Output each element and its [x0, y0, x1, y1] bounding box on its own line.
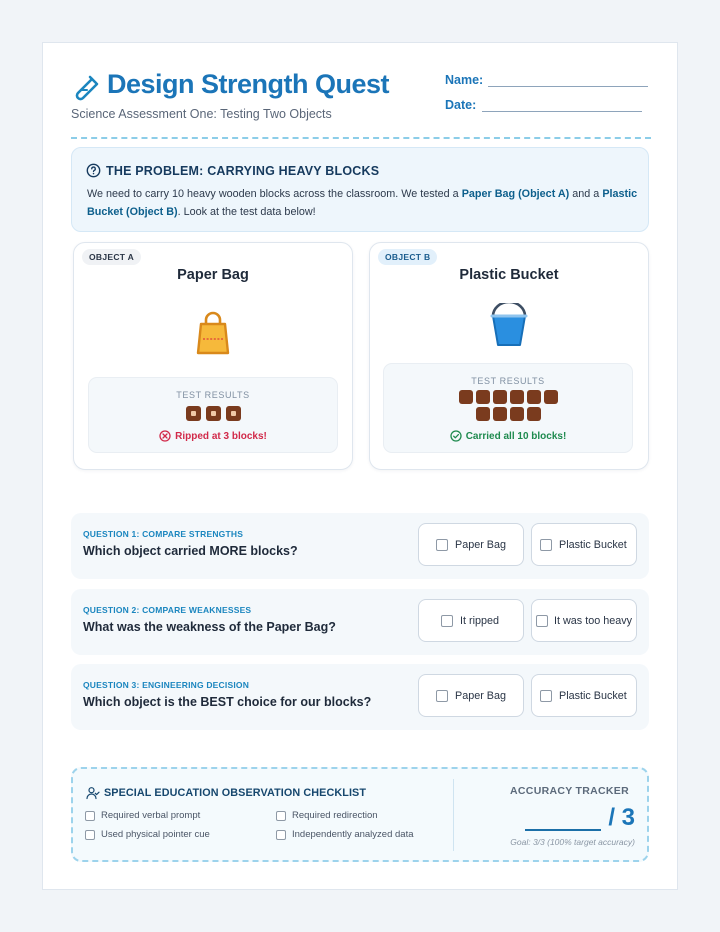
checklist-item[interactable]: Independently analyzed data [276, 829, 414, 840]
answer-option-too-heavy[interactable]: It was too heavy [531, 599, 637, 642]
page-subtitle: Science Assessment One: Testing Two Objects [71, 107, 332, 121]
wooden-block [459, 390, 473, 404]
question-text: What was the weakness of the Paper Bag? [83, 620, 336, 634]
bucket-icon [489, 303, 529, 351]
accuracy-tracker-label: ACCURACY TRACKER [510, 785, 629, 797]
results-label: TEST RESULTS [176, 390, 250, 400]
object-name: Plastic Bucket [459, 267, 559, 283]
question-1-card [71, 513, 649, 579]
help-circle-icon [86, 163, 101, 178]
object-tag: OBJECT B [378, 249, 437, 265]
checklist-item[interactable]: Required verbal prompt [85, 810, 200, 821]
answer-option-paper-bag[interactable]: Paper Bag [418, 523, 524, 566]
result-status [384, 430, 632, 442]
wooden-block [510, 390, 524, 404]
results-label: TEST RESULTS [471, 376, 545, 386]
object-a-card [73, 242, 353, 470]
wooden-block [527, 407, 541, 421]
result-status [89, 430, 337, 442]
accuracy-total: / 3 [608, 804, 635, 831]
wooden-block [476, 390, 490, 404]
wooden-block [493, 390, 507, 404]
wooden-block [527, 390, 541, 404]
test-tube-icon [71, 74, 99, 102]
wooden-block [544, 390, 558, 404]
worksheet [42, 42, 678, 890]
block-row [384, 390, 632, 421]
checklist-item[interactable]: Required redirection [276, 810, 378, 821]
checkbox[interactable] [276, 811, 286, 821]
accuracy-goal: Goal: 3/3 (100% target accuracy) [510, 837, 635, 847]
observation-checklist [71, 767, 649, 862]
answer-option-paper-bag[interactable]: Paper Bag [418, 674, 524, 717]
test-results-panel [383, 363, 633, 453]
paper-bag-icon [193, 309, 233, 357]
accuracy-score-blank[interactable] [525, 829, 601, 831]
checkbox[interactable] [540, 539, 552, 551]
result-text: Carried all 10 blocks! [465, 430, 567, 442]
page-title: Design Strength Quest [107, 69, 390, 99]
wooden-block [226, 406, 241, 421]
name-line [488, 86, 648, 87]
checkbox[interactable] [85, 830, 95, 840]
problem-description: We need to carry 10 heavy wooden blocks across the classroom. We tested a Paper Bag (Object A) and a Plastic Bucket (Object B). Look at the test data below! [87, 188, 638, 218]
question-text: Which object carried MORE blocks? [83, 544, 298, 558]
checkbox[interactable] [536, 615, 548, 627]
checkbox[interactable] [276, 830, 286, 840]
question-label: QUESTION 1: COMPARE STRENGTHS [83, 529, 244, 539]
checkbox[interactable] [436, 690, 448, 702]
block-row [89, 406, 337, 421]
checkbox[interactable] [436, 539, 448, 551]
object-b-reference: Plastic Bucket (Object B) [87, 188, 638, 218]
header [71, 69, 651, 139]
question-label: QUESTION 3: ENGINEERING DECISION [83, 680, 250, 690]
object-b-card [369, 242, 649, 470]
wooden-block [493, 407, 507, 421]
x-circle-icon [159, 430, 171, 442]
date-field[interactable] [445, 98, 476, 112]
wooden-block [206, 406, 221, 421]
checkbox[interactable] [441, 615, 453, 627]
check-circle-icon [450, 430, 462, 442]
wooden-block [186, 406, 201, 421]
answer-option-plastic-bucket[interactable]: Plastic Bucket [531, 523, 637, 566]
test-results-panel [88, 377, 338, 453]
problem-panel [71, 147, 649, 232]
header-divider [71, 137, 651, 139]
checklist-item[interactable]: Used physical pointer cue [85, 829, 210, 840]
checklist-divider [453, 779, 454, 851]
name-field[interactable] [445, 73, 483, 87]
question-label: QUESTION 2: COMPARE WEAKNESSES [83, 605, 252, 615]
checklist-title: SPECIAL EDUCATION OBSERVATION CHECKLIST [104, 787, 367, 799]
wooden-block [476, 407, 490, 421]
name-label: Name: [445, 73, 484, 87]
object-name: Paper Bag [177, 267, 249, 283]
checkbox[interactable] [85, 811, 95, 821]
user-check-icon [86, 786, 100, 800]
question-2-card [71, 589, 649, 655]
date-line [482, 111, 642, 112]
question-text: Which object is the BEST choice for our blocks? [83, 695, 372, 709]
object-a-reference: Paper Bag (Object A) [461, 188, 570, 200]
date-label: Date: [445, 98, 477, 112]
question-3-card [71, 664, 649, 730]
checkbox[interactable] [540, 690, 552, 702]
problem-title: THE PROBLEM: CARRYING HEAVY BLOCKS [106, 163, 380, 178]
wooden-block [510, 407, 524, 421]
result-text: Ripped at 3 blocks! [175, 430, 267, 442]
answer-option-it-ripped[interactable]: It ripped [418, 599, 524, 642]
object-tag: OBJECT A [82, 249, 141, 265]
answer-option-plastic-bucket[interactable]: Plastic Bucket [531, 674, 637, 717]
